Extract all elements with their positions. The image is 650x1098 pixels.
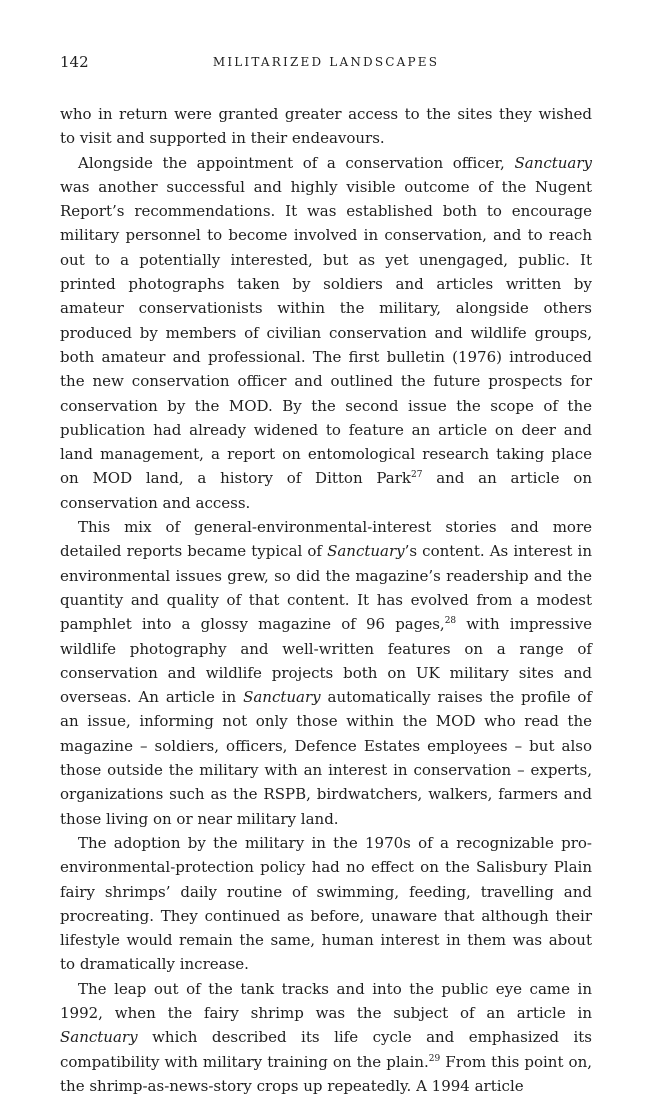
body-text [60, 102, 592, 1098]
paragraph-3 [60, 515, 592, 831]
paragraph-5-text-b: which described its life cycle and emphasized its compatibility with military training on the plain. [60, 1028, 592, 1071]
running-title: MILITARIZED LANDSCAPES [212, 55, 440, 69]
footnote-ref-29: 29 [428, 1053, 441, 1064]
paragraph-5-text-c: From this point on, the shrimp-as-news-story crops up repeatedly. A 1994 article [60, 1052, 592, 1095]
footnote-ref-27: 27 [411, 470, 423, 481]
page-number: 142 [60, 53, 89, 71]
running-head [60, 53, 592, 73]
paragraph-2 [60, 151, 592, 515]
paragraph-3-text-d: automatically raises the profile of an issue, informing not only those within the MOD who read the magazine – soldiers, officers, Defence Estates employees – but also those outside the military with an interest in conservation – experts, organizations such as the RSPB, birdwatchers, walkers, farmers and those living on or near military land. [60, 688, 592, 828]
journal-title-sanctuary: Sanctuary [327, 542, 405, 561]
journal-title-sanctuary: Sanctuary [60, 1028, 138, 1047]
paragraph-3-text-b: ’s content. As interest in environmental issues grew, so did the magazine’s readership and the quantity and quality of that content. It has evolved from a modest pamphlet into a glossy magazine of 96 pages, [60, 542, 592, 634]
paragraph-2-text-a: Alongside the appointment of a conservation officer, [78, 153, 515, 172]
footnote-ref-28: 28 [444, 616, 457, 627]
paragraph-5-text-a: The leap out of the tank tracks and into the public eye came in 1992, when the fairy shrimp was the subject of an article in [60, 979, 592, 1022]
paragraph-5 [60, 977, 592, 1098]
paragraph-3-text-c: with impressive wildlife photography and well-written features on a range of conservation and wildlife projects both on UK military sites and overseas. An article in [60, 615, 593, 707]
journal-title-sanctuary: Sanctuary [514, 153, 592, 172]
paragraph-2-text-c: and an article on conservation and access. [60, 469, 592, 512]
paragraph-3-text-a: This mix of general-environmental-interest stories and more detailed reports became typical of [60, 518, 592, 561]
paragraph-1: who in return were granted greater access to the sites they wished to visit and supported in their endeavours. [60, 105, 592, 148]
paragraph-4: The adoption by the military in the 1970s of a recognizable pro-environmental-protection policy had no effect on the Salisbury Plain fairy shrimps’ daily routine of swimming, feeding, travelling and procreating. They continued as before, unaware that although their lifestyle would remain the same, human interest in them was about to dramatically increase. [60, 833, 592, 974]
journal-title-sanctuary: Sanctuary [243, 688, 321, 707]
paragraph-2-text-b: was another successful and highly visible outcome of the Nugent Report’s recommendations. It was established both to encourage military personnel to become involved in conservation, and to reach out to a potentially interested, but as yet unengaged, public. It printed photographs taken by soldiers and articles written by amateur conservationists within the military, alongside others produced by members of civilian conservation and wildlife groups, both amateur and professional. The first bulletin (1976) introduced the new conservation officer and outlined the future prospects for conservation by the MOD. By the second issue the scope of the publication had already widened to feature an article on deer and land management, a report on entomological research taking place on MOD land, a history of Ditton Park [60, 177, 592, 488]
